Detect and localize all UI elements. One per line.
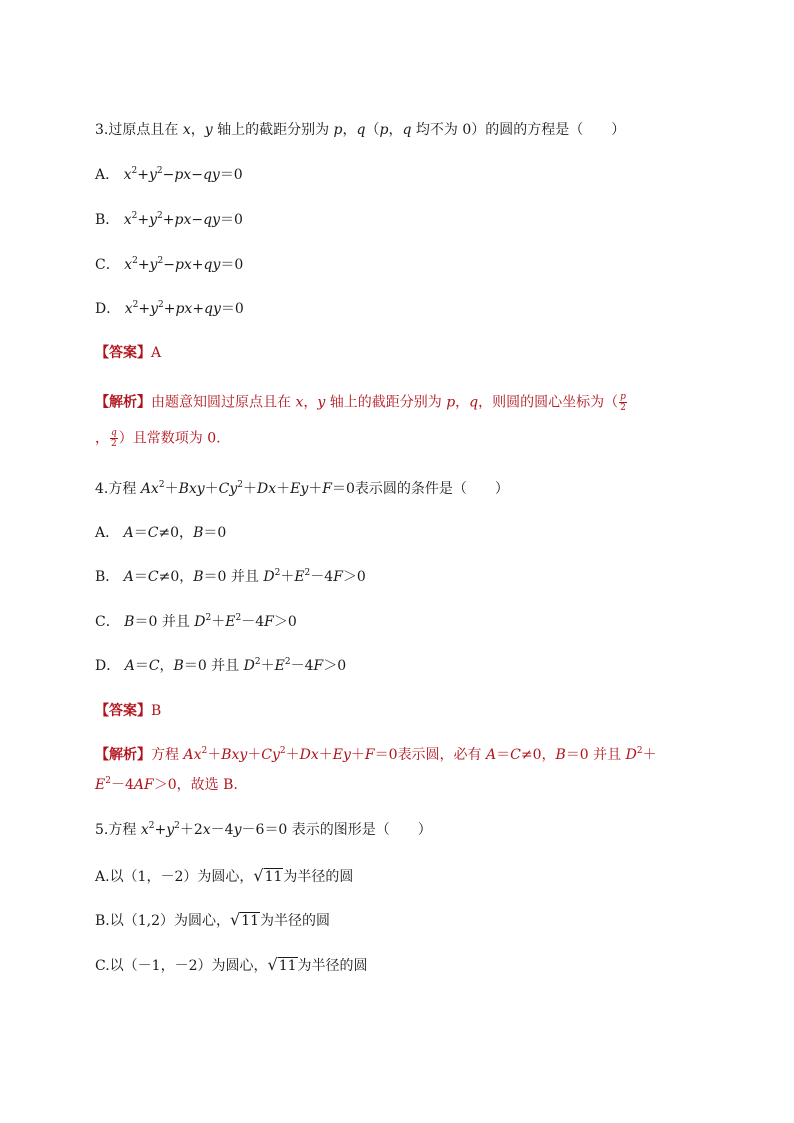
option-label: D． bbox=[95, 301, 121, 317]
eq-term: px bbox=[174, 257, 192, 273]
option-text: 以（1,2）为圆心， bbox=[109, 913, 231, 929]
q4-option-c bbox=[95, 612, 297, 632]
sep: ， bbox=[190, 122, 205, 138]
var: E bbox=[274, 658, 285, 674]
analysis-text: 表示圆，必有 bbox=[397, 747, 487, 763]
eq-term: Bxy bbox=[178, 481, 205, 497]
op: －4 bbox=[290, 658, 314, 674]
eq-term: Dx bbox=[257, 481, 277, 497]
option-text: 以（1，－2）为圆心， bbox=[109, 869, 254, 885]
eq-rhs: ＝0 bbox=[220, 257, 244, 273]
eq-op: ＋ bbox=[285, 747, 300, 763]
var-y: y bbox=[204, 122, 213, 138]
op: ＞0 bbox=[323, 658, 347, 674]
q3-option-c bbox=[95, 255, 243, 275]
var: B bbox=[124, 614, 135, 630]
eq-op: ＋ bbox=[308, 481, 323, 497]
answer-value: A bbox=[151, 345, 162, 361]
eq-term: px bbox=[174, 167, 192, 183]
var: D bbox=[263, 569, 275, 585]
answer-tag: 【答案】 bbox=[95, 345, 151, 361]
q3-analysis-line2 bbox=[95, 428, 221, 449]
eq-op: ＋ bbox=[207, 747, 222, 763]
eq-op: + bbox=[163, 301, 176, 317]
var-y: y bbox=[233, 822, 242, 838]
eq-exp: 2 bbox=[131, 166, 138, 176]
sqrt-11: √11 bbox=[230, 910, 260, 929]
analysis-text: ，则圆的圆心坐标为（ bbox=[478, 394, 619, 411]
sqrt-11: √11 bbox=[253, 866, 283, 885]
option-text: 以（－1，－2）为圆心， bbox=[109, 958, 268, 974]
var: B bbox=[193, 525, 204, 541]
op: ＝ bbox=[133, 525, 148, 541]
q4-option-b bbox=[95, 567, 366, 587]
op: ， bbox=[159, 658, 174, 674]
sep: ， bbox=[455, 394, 470, 411]
q5-stem-text: 5.方程 bbox=[95, 822, 141, 838]
eq-part: ＋2 bbox=[179, 822, 203, 838]
eq-part: －6 bbox=[241, 822, 265, 838]
fraction-p-over-2 bbox=[619, 392, 627, 413]
radicand: 11 bbox=[241, 913, 260, 929]
answer-tag: 【答案】 bbox=[95, 703, 151, 719]
sep: ， bbox=[342, 122, 357, 138]
exp: 2 bbox=[636, 746, 643, 756]
eq-op: − bbox=[162, 167, 175, 183]
option-label: D． bbox=[95, 658, 121, 674]
q4-option-a bbox=[95, 523, 226, 543]
var-q: q bbox=[469, 394, 479, 411]
radicand: 11 bbox=[264, 869, 283, 885]
var-x: x bbox=[182, 122, 191, 138]
q3-stem-text: 均不为 0）的圆的方程是（ ） bbox=[411, 122, 626, 138]
eq-op: ＋ bbox=[247, 747, 262, 763]
eq-exp: 2 bbox=[201, 746, 208, 756]
option-label: C. bbox=[95, 958, 110, 974]
exp: 2 bbox=[304, 568, 311, 578]
eq-term: x bbox=[124, 301, 133, 317]
op: ＋ bbox=[260, 658, 275, 674]
q3-option-d bbox=[95, 299, 244, 319]
q3-analysis-line1 bbox=[95, 392, 628, 413]
eq-term: F bbox=[364, 747, 375, 763]
op: ＝ bbox=[134, 658, 149, 674]
eq-op: + bbox=[191, 257, 204, 273]
op: ≠0， bbox=[158, 525, 194, 541]
analysis-text: 轴上的截距分别为 bbox=[325, 394, 447, 411]
q5-option-a bbox=[95, 866, 353, 887]
exp: 2 bbox=[284, 657, 291, 667]
eq-term: x bbox=[140, 822, 149, 838]
eq-op: + bbox=[138, 301, 151, 317]
var: E bbox=[294, 569, 305, 585]
eq-term: y bbox=[148, 167, 157, 183]
var: B bbox=[193, 569, 204, 585]
var: F bbox=[313, 658, 324, 674]
eq-term: x bbox=[123, 212, 132, 228]
var: F bbox=[264, 614, 274, 630]
frac-den: 2 bbox=[620, 403, 626, 413]
eq-op: ＋ bbox=[243, 481, 258, 497]
op: ≠0， bbox=[520, 747, 556, 763]
op: ＝ bbox=[496, 747, 511, 763]
op: －4 bbox=[241, 614, 265, 630]
eq-term: Ax bbox=[140, 481, 159, 497]
eq-term: Bxy bbox=[221, 747, 248, 763]
eq-term: px bbox=[174, 212, 192, 228]
var: D bbox=[625, 747, 637, 763]
var: A bbox=[133, 777, 145, 793]
var: D bbox=[243, 658, 255, 674]
op: ＝ bbox=[133, 569, 148, 585]
q3-option-a bbox=[95, 165, 243, 185]
sep: ， bbox=[303, 394, 318, 411]
var-q: q bbox=[402, 122, 412, 138]
var: A bbox=[124, 658, 135, 674]
eq-term: y bbox=[150, 301, 158, 317]
eq-term: Ey bbox=[290, 481, 309, 497]
analysis-text: ）且常数项为 0. bbox=[118, 430, 221, 447]
eq-op: + bbox=[137, 212, 150, 228]
var-q: q bbox=[356, 122, 366, 138]
option-text: 为半径的圆 bbox=[297, 958, 368, 974]
option-label: B． bbox=[95, 569, 120, 585]
exp: 2 bbox=[105, 776, 111, 786]
eq-term: y bbox=[149, 212, 158, 228]
analysis-text: 由题意知圆过原点且在 bbox=[151, 394, 296, 411]
q3-stem bbox=[95, 120, 625, 140]
eq-term: y bbox=[166, 822, 175, 838]
eq-rhs: ＝0 bbox=[374, 747, 398, 763]
analysis-text: ， bbox=[95, 430, 109, 447]
eq-exp: 2 bbox=[157, 256, 164, 266]
q4-option-d bbox=[95, 656, 346, 676]
eq-exp: 2 bbox=[156, 166, 163, 176]
var-p: p bbox=[333, 122, 343, 138]
eq-op: + bbox=[162, 212, 175, 228]
op: ＋ bbox=[280, 569, 295, 585]
q4-stem-text: 表示圆的条件是（ ） bbox=[354, 481, 509, 497]
option-label: B. bbox=[95, 913, 110, 929]
eq-term: qy bbox=[203, 212, 220, 228]
eq-op: ＋ bbox=[350, 747, 365, 763]
eq-exp: 2 bbox=[148, 821, 155, 831]
eq-exp: 2 bbox=[158, 480, 165, 490]
exp: 2 bbox=[254, 657, 261, 667]
exp: 2 bbox=[205, 613, 212, 623]
frac-num: q bbox=[111, 428, 117, 438]
analysis-tag: 【解析】 bbox=[95, 394, 151, 411]
var: C bbox=[147, 569, 159, 585]
op: ＝0 并且 bbox=[203, 569, 264, 585]
var: D bbox=[194, 614, 206, 630]
eq-rhs: ＝0 bbox=[219, 167, 243, 183]
eq-exp: 2 bbox=[157, 211, 163, 221]
option-text: 为半径的圆 bbox=[283, 869, 354, 885]
var: E bbox=[225, 614, 236, 630]
q3-stem-text: 3.过原点且在 bbox=[95, 122, 183, 138]
frac-num: p bbox=[620, 392, 626, 402]
paren: （ bbox=[365, 122, 380, 138]
op: ＝0 并且 bbox=[565, 747, 626, 763]
q4-analysis-line2 bbox=[95, 775, 238, 795]
op: ＝0 bbox=[203, 525, 227, 541]
eq-term: Ax bbox=[183, 747, 202, 763]
op: ＞0 bbox=[342, 569, 366, 585]
option-label: A． bbox=[95, 525, 120, 541]
eq-term: qy bbox=[203, 257, 221, 273]
eq-op: ＋ bbox=[276, 481, 291, 497]
var-p: p bbox=[379, 122, 389, 138]
analysis-text: ，故选 B. bbox=[176, 777, 238, 793]
frac-den: 2 bbox=[111, 439, 117, 449]
var: B bbox=[173, 658, 184, 674]
var-y: y bbox=[317, 394, 326, 411]
eq-op: − bbox=[191, 212, 204, 228]
option-text: 为半径的圆 bbox=[260, 913, 331, 929]
exp: 2 bbox=[235, 613, 242, 623]
q4-answer bbox=[95, 701, 161, 721]
eq-rhs: ＝0 bbox=[220, 301, 244, 317]
eq-part: －4 bbox=[210, 822, 234, 838]
option-label: B． bbox=[95, 212, 120, 228]
q5-option-c bbox=[95, 955, 368, 976]
eq-rhs: ＝0 bbox=[219, 212, 243, 228]
sqrt-11: √11 bbox=[267, 955, 297, 974]
analysis-text: 方程 bbox=[151, 747, 184, 763]
op: ＞0 bbox=[153, 777, 177, 793]
op: ＝0 并且 bbox=[183, 658, 244, 674]
q4-stem bbox=[95, 479, 509, 499]
var-x: x bbox=[295, 394, 304, 411]
radicand: 11 bbox=[278, 958, 297, 974]
var: A bbox=[123, 569, 134, 585]
op: ≠0， bbox=[158, 569, 194, 585]
var: A bbox=[123, 525, 134, 541]
q5-stem-text: ＝0 表示的图形是（ ） bbox=[264, 822, 432, 838]
fraction-q-over-2 bbox=[110, 428, 118, 449]
eq-op: − bbox=[191, 167, 203, 183]
option-label: C． bbox=[95, 614, 120, 630]
eq-term: x bbox=[124, 257, 133, 273]
sep: ， bbox=[388, 122, 403, 138]
answer-value: B bbox=[151, 703, 162, 719]
var: C bbox=[510, 747, 521, 763]
op: ＋ bbox=[642, 747, 657, 763]
eq-term: Ey bbox=[332, 747, 351, 763]
eq-op: ＋ bbox=[204, 481, 219, 497]
eq-term: y bbox=[149, 257, 158, 273]
eq-exp: 2 bbox=[132, 300, 139, 310]
eq-op: + bbox=[192, 301, 205, 317]
eq-exp: 2 bbox=[174, 821, 180, 831]
var-x: x bbox=[202, 822, 211, 838]
eq-rhs: ＝0 bbox=[332, 481, 355, 497]
op: －4 bbox=[310, 569, 334, 585]
op: ＞0 bbox=[273, 614, 297, 630]
eq-term: qy bbox=[202, 167, 220, 183]
var: C bbox=[147, 525, 159, 541]
eq-term: Cy bbox=[218, 481, 238, 497]
var: F bbox=[333, 569, 343, 585]
q5-option-b bbox=[95, 910, 330, 931]
op: ＋ bbox=[211, 614, 226, 630]
q3-option-b bbox=[95, 210, 243, 230]
eq-op: − bbox=[163, 257, 175, 273]
option-label: C． bbox=[95, 257, 120, 273]
eq-term: px bbox=[175, 301, 193, 317]
eq-term: x bbox=[123, 167, 132, 183]
var: A bbox=[486, 747, 497, 763]
eq-term: qy bbox=[204, 301, 221, 317]
q4-stem-text: 4.方程 bbox=[95, 481, 141, 497]
eq-exp: 2 bbox=[157, 300, 164, 310]
q3-stem-text: 轴上的截距分别为 bbox=[212, 122, 334, 138]
eq-term: F bbox=[322, 481, 332, 497]
eq-op: ＋ bbox=[164, 481, 179, 497]
eq-term: Dx bbox=[299, 747, 319, 763]
var: F bbox=[144, 777, 154, 793]
eq-exp: 2 bbox=[279, 746, 286, 756]
eq-exp: 2 bbox=[237, 480, 244, 490]
option-label: A． bbox=[95, 167, 120, 183]
q3-answer bbox=[95, 343, 161, 363]
q5-stem bbox=[95, 820, 432, 840]
exp: 2 bbox=[274, 568, 281, 578]
var: C bbox=[148, 658, 160, 674]
q4-analysis-line1 bbox=[95, 745, 657, 765]
eq-op: + bbox=[137, 257, 150, 273]
eq-op: + bbox=[137, 167, 149, 183]
op: ＝0 并且 bbox=[134, 614, 195, 630]
eq-exp: 2 bbox=[131, 211, 138, 221]
op: －4 bbox=[110, 777, 134, 793]
analysis-tag: 【解析】 bbox=[95, 747, 151, 763]
eq-op: + bbox=[154, 822, 167, 838]
var-p: p bbox=[446, 394, 456, 411]
option-label: A. bbox=[95, 869, 110, 885]
eq-term: Cy bbox=[261, 747, 280, 763]
var: B bbox=[555, 747, 566, 763]
eq-op: ＋ bbox=[318, 747, 333, 763]
var: E bbox=[95, 777, 106, 793]
eq-exp: 2 bbox=[132, 256, 138, 266]
